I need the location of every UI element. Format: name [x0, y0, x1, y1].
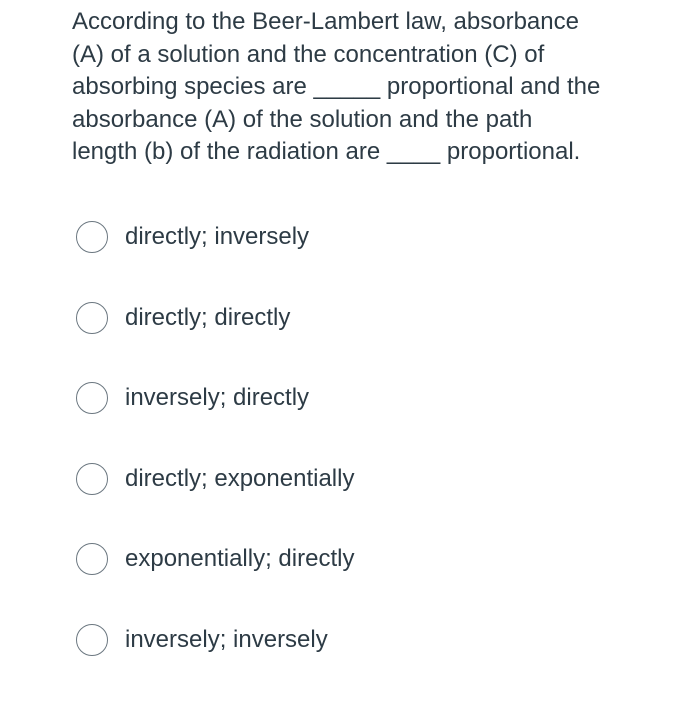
- answer-option-2[interactable]: [76, 298, 354, 338]
- radio-button[interactable]: [76, 463, 108, 495]
- question-line: absorbance (A) of the solution and the path: [72, 105, 533, 133]
- answer-option-1[interactable]: [76, 217, 354, 257]
- option-label[interactable]: directly; exponentially: [125, 464, 355, 492]
- radio-button[interactable]: [76, 382, 108, 414]
- question-text: [72, 6, 672, 169]
- option-label[interactable]: exponentially; directly: [125, 545, 355, 573]
- option-label[interactable]: inversely; inversely: [125, 625, 328, 653]
- radio-button[interactable]: [76, 302, 108, 334]
- option-label[interactable]: inversely; directly: [125, 384, 310, 412]
- option-label[interactable]: directly; inversely: [125, 223, 310, 250]
- answer-option-4[interactable]: [76, 459, 354, 499]
- answer-option-3[interactable]: [76, 378, 354, 418]
- radio-button[interactable]: [76, 221, 108, 253]
- question-line: length (b) of the radiation are ____ proportional.: [72, 138, 581, 165]
- answer-options: [76, 217, 354, 701]
- question-line: (A) of a solution and the concentration (C) of: [72, 40, 545, 68]
- radio-button[interactable]: [76, 624, 108, 656]
- radio-button[interactable]: [76, 543, 108, 575]
- question-line: absorbing species are _____ proportional and the: [72, 73, 601, 100]
- answer-option-6[interactable]: [76, 620, 354, 660]
- question-line: According to the Beer-Lambert law, absorbance: [72, 8, 579, 35]
- option-label[interactable]: directly; directly: [125, 303, 291, 331]
- answer-option-5[interactable]: [76, 539, 354, 579]
